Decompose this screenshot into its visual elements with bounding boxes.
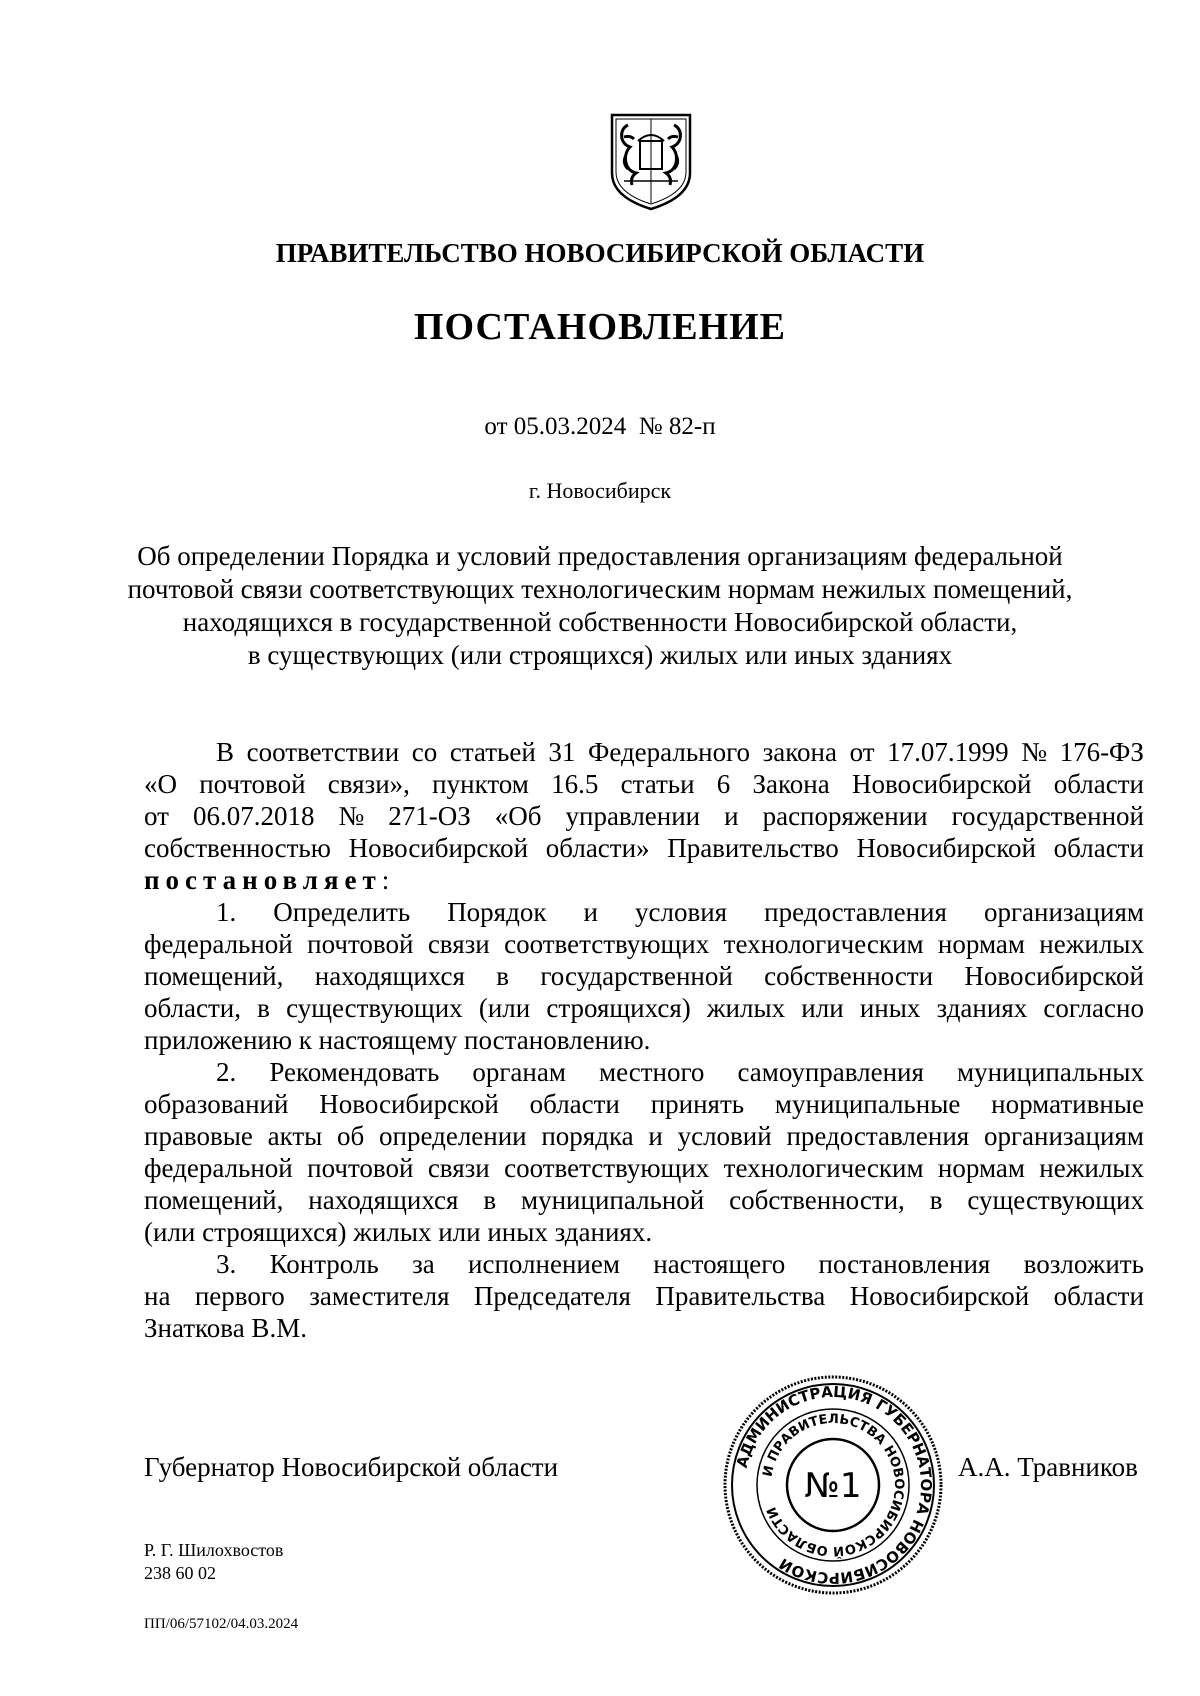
subject-line: в существующих (или строящихся) жилых или иных зданиях	[247, 640, 953, 670]
body-line: образований Новосибирской области принять муниципальные нормативные	[144, 1089, 1144, 1119]
coat-of-arms-emblem	[604, 111, 698, 213]
city: г. Новосибирск	[528, 478, 672, 503]
organization-title: ПРАВИТЕЛЬСТВО НОВОСИБИРСКОЙ ОБЛАСТИ	[275, 238, 925, 268]
official-seal-stamp	[722, 1374, 944, 1596]
body-line: помещений, находящихся в муниципальной собственности, в существующих	[144, 1185, 1144, 1215]
body-line: 3. Контроль за исполнением настоящего постановления возложить	[216, 1249, 1144, 1279]
body-line: (или строящихся) жилых или иных зданиях.	[144, 1217, 653, 1247]
signatory-name: А.А. Травников	[958, 1452, 1138, 1482]
body-line: помещений, находящихся в государственной собственности Новосибирской	[144, 961, 1144, 991]
svg-text:№1: №1	[804, 1466, 862, 1506]
decree-colon: :	[381, 865, 390, 895]
body-line: правовые акты об определении порядка и условий предоставления организациям	[144, 1121, 1144, 1151]
subject-line: почтовой связи соответствующих технологическим нормам нежилых помещений,	[127, 574, 1073, 604]
document-body	[144, 736, 1144, 1344]
svg-text:И ПРАВИТЕЛЬСТВА НОВОСИБИРСКОЙ: И ПРАВИТЕЛЬСТВА НОВОСИБИРСКОЙ ОБЛАСТИ	[760, 1411, 907, 1559]
subject-line: Об определении Порядка и условий предоставления организациям федеральной	[137, 541, 1063, 571]
body-line: приложению к настоящему постановлению.	[144, 1025, 651, 1055]
body-line: федеральной почтовой связи соответствующих технологическим нормам нежилых	[144, 1153, 1144, 1183]
body-line: федеральной почтовой связи соответствующих технологическим нормам нежилых	[144, 929, 1144, 959]
svg-text:АДМИНИСТРАЦИЯ ГУБЕРНАТОРА НОВО: АДМИНИСТРАЦИЯ ГУБЕРНАТОРА НОВОСИБИРСКОЙ	[732, 1382, 936, 1588]
body-line: от 06.07.2018 № 271-ОЗ «Об управлении и распоряжении государственной	[144, 801, 1144, 831]
date-and-number: от 05.03.2024 № 82-п	[484, 413, 716, 440]
document-subject	[100, 540, 1100, 672]
body-line: области, в существующих (или строящихся) жилых или иных зданиях согласно	[144, 993, 1144, 1023]
executor-phone: 238 60 02	[144, 1563, 216, 1583]
subject-line: находящихся в государственной собственности Новосибирской области,	[182, 607, 1018, 637]
decree-line	[144, 864, 1144, 896]
decree-word: постановляет	[144, 865, 382, 895]
body-line: собственностью Новосибирской области» Правительство Новосибирской области	[144, 833, 1144, 863]
document-registration-code: ПП/06/57102/04.03.2024	[144, 1616, 299, 1632]
body-line: Знаткова В.М.	[144, 1313, 307, 1343]
body-line: В соответствии со статьей 31 Федерального закона от 17.07.1999 № 176-ФЗ	[216, 737, 1144, 767]
body-line: «О почтовой связи», пунктом 16.5 статьи 6 Закона Новосибирской области	[144, 769, 1144, 799]
signatory-role: Губернатор Новосибирской области	[144, 1452, 559, 1482]
executor-name: Р. Г. Шилохвостов	[144, 1540, 284, 1560]
document-type-title: ПОСТАНОВЛЕНИЕ	[413, 306, 787, 348]
body-line: 1. Определить Порядок и условия предоставления организациям	[216, 897, 1144, 927]
body-line: 2. Рекомендовать органам местного самоуправления муниципальных	[216, 1057, 1144, 1087]
body-line: на первого заместителя Председателя Правительства Новосибирской области	[144, 1281, 1144, 1311]
